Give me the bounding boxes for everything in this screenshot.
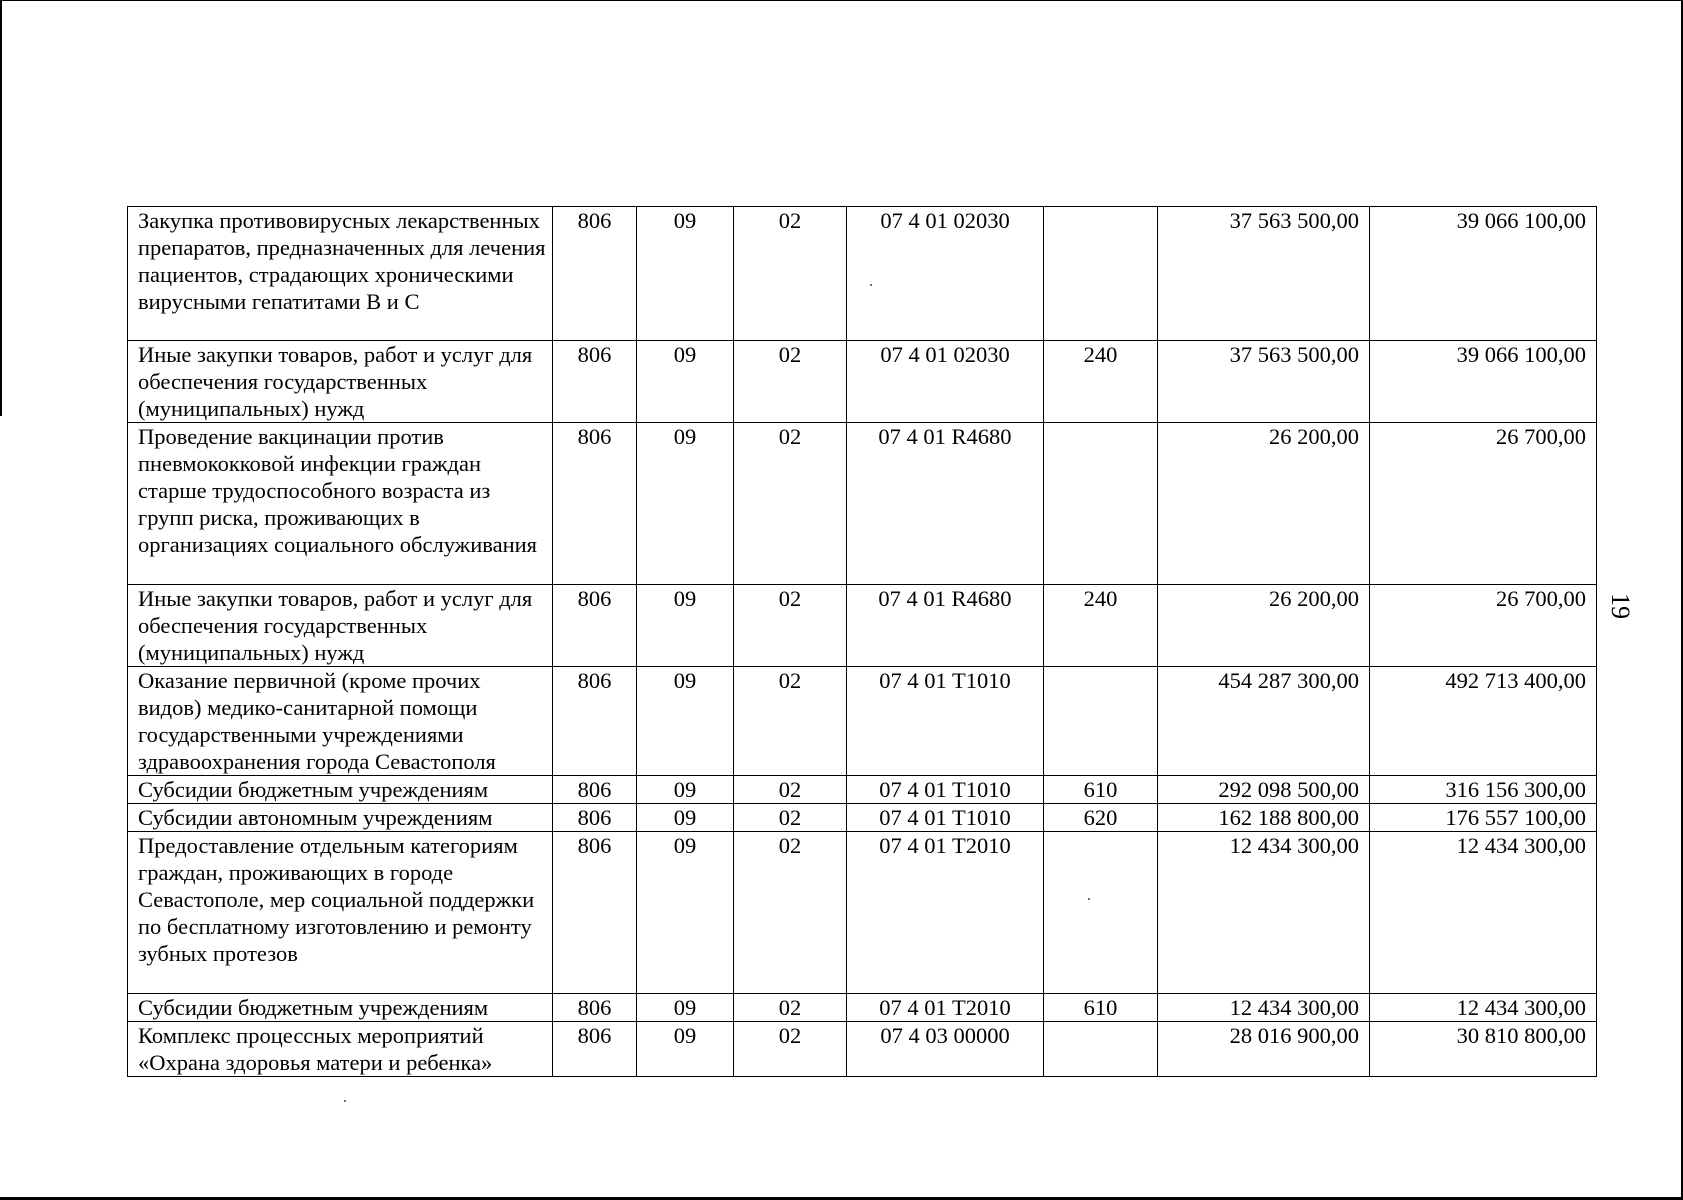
table-row xyxy=(128,804,1597,832)
scan-speck xyxy=(344,1100,346,1102)
cell-amount-year1: 12 434 300,00 xyxy=(1158,994,1370,1022)
cell-name: Предоставление отдельным категориям граждан, проживающих в городе Севастополе, мер социальной поддержки по бесплатному изготовлению и ремонту зубных протезов xyxy=(128,832,553,994)
cell-amount-year1: 26 200,00 xyxy=(1158,585,1370,667)
cell-section: 09 xyxy=(637,423,734,585)
cell-target-article: 07 4 01 T2010 xyxy=(847,994,1044,1022)
cell-expense-type: 610 xyxy=(1044,776,1158,804)
cell-amount-year1: 26 200,00 xyxy=(1158,423,1370,585)
table-body xyxy=(128,207,1597,1077)
cell-subsection: 02 xyxy=(734,832,847,994)
cell-name: Оказание первичной (кроме прочих видов) медико-санитарной помощи государственными учреждениями здравоохранения города Севастополя xyxy=(128,667,553,776)
cell-target-article: 07 4 01 R4680 xyxy=(847,423,1044,585)
cell-target-article: 07 4 03 00000 xyxy=(847,1022,1044,1077)
cell-expense-type: 240 xyxy=(1044,341,1158,423)
cell-name: Субсидии автономным учреждениям xyxy=(128,804,553,832)
page-number: 19 xyxy=(1606,593,1635,619)
cell-name: Иные закупки товаров, работ и услуг для обеспечения государственных (муниципальных) нужд xyxy=(128,585,553,667)
cell-section: 09 xyxy=(637,776,734,804)
cell-target-article: 07 4 01 R4680 xyxy=(847,585,1044,667)
cell-subsection: 02 xyxy=(734,423,847,585)
table-row xyxy=(128,994,1597,1022)
cell-name: Проведение вакцинации против пневмококковой инфекции граждан старше трудоспособного возраста из групп риска, проживающих в организациях социального обслуживания xyxy=(128,423,553,585)
cell-section: 09 xyxy=(637,207,734,341)
cell-subsection: 02 xyxy=(734,585,847,667)
cell-subsection: 02 xyxy=(734,341,847,423)
cell-subsection: 02 xyxy=(734,804,847,832)
cell-subsection: 02 xyxy=(734,1022,847,1077)
cell-name: Субсидии бюджетным учреждениям xyxy=(128,994,553,1022)
cell-expense-type xyxy=(1044,1022,1158,1077)
table-row xyxy=(128,585,1597,667)
cell-section: 09 xyxy=(637,585,734,667)
cell-grbs: 806 xyxy=(553,341,637,423)
cell-section: 09 xyxy=(637,832,734,994)
cell-amount-year2: 26 700,00 xyxy=(1370,423,1597,585)
cell-grbs: 806 xyxy=(553,667,637,776)
cell-expense-type: 610 xyxy=(1044,994,1158,1022)
cell-grbs: 806 xyxy=(553,207,637,341)
table-row xyxy=(128,776,1597,804)
cell-subsection: 02 xyxy=(734,776,847,804)
cell-subsection: 02 xyxy=(734,994,847,1022)
cell-expense-type xyxy=(1044,207,1158,341)
budget-table xyxy=(127,206,1597,1077)
cell-amount-year1: 292 098 500,00 xyxy=(1158,776,1370,804)
cell-grbs: 806 xyxy=(553,832,637,994)
cell-name: Комплекс процессных мероприятий «Охрана здоровья матери и ребенка» xyxy=(128,1022,553,1077)
scan-edge-left xyxy=(0,0,2,416)
cell-section: 09 xyxy=(637,994,734,1022)
cell-section: 09 xyxy=(637,804,734,832)
cell-target-article: 07 4 01 T2010 xyxy=(847,832,1044,994)
scan-edge-top xyxy=(0,0,1683,1)
cell-target-article: 07 4 01 T1010 xyxy=(847,776,1044,804)
cell-name: Закупка противовирусных лекарственных препаратов, предназначенных для лечения пациентов, страдающих хроническими вирусными гепатитами B и C xyxy=(128,207,553,341)
cell-amount-year2: 492 713 400,00 xyxy=(1370,667,1597,776)
cell-grbs: 806 xyxy=(553,585,637,667)
cell-target-article: 07 4 01 02030 xyxy=(847,207,1044,341)
cell-amount-year1: 37 563 500,00 xyxy=(1158,341,1370,423)
cell-subsection: 02 xyxy=(734,207,847,341)
cell-target-article: 07 4 01 T1010 xyxy=(847,804,1044,832)
cell-section: 09 xyxy=(637,1022,734,1077)
cell-name: Иные закупки товаров, работ и услуг для обеспечения государственных (муниципальных) нужд xyxy=(128,341,553,423)
cell-name: Субсидии бюджетным учреждениям xyxy=(128,776,553,804)
table-row xyxy=(128,207,1597,341)
table-row xyxy=(128,341,1597,423)
cell-grbs: 806 xyxy=(553,804,637,832)
cell-section: 09 xyxy=(637,667,734,776)
cell-grbs: 806 xyxy=(553,423,637,585)
cell-amount-year1: 454 287 300,00 xyxy=(1158,667,1370,776)
cell-amount-year2: 176 557 100,00 xyxy=(1370,804,1597,832)
cell-expense-type xyxy=(1044,832,1158,994)
cell-amount-year2: 12 434 300,00 xyxy=(1370,994,1597,1022)
table-row xyxy=(128,667,1597,776)
cell-grbs: 806 xyxy=(553,994,637,1022)
cell-expense-type xyxy=(1044,423,1158,585)
cell-amount-year2: 26 700,00 xyxy=(1370,585,1597,667)
cell-grbs: 806 xyxy=(553,1022,637,1077)
cell-target-article: 07 4 01 T1010 xyxy=(847,667,1044,776)
table-row xyxy=(128,423,1597,585)
cell-amount-year2: 316 156 300,00 xyxy=(1370,776,1597,804)
cell-subsection: 02 xyxy=(734,667,847,776)
cell-expense-type xyxy=(1044,667,1158,776)
cell-amount-year1: 162 188 800,00 xyxy=(1158,804,1370,832)
cell-amount-year2: 12 434 300,00 xyxy=(1370,832,1597,994)
cell-expense-type: 620 xyxy=(1044,804,1158,832)
table-row xyxy=(128,832,1597,994)
cell-amount-year2: 39 066 100,00 xyxy=(1370,341,1597,423)
cell-amount-year1: 12 434 300,00 xyxy=(1158,832,1370,994)
cell-amount-year2: 39 066 100,00 xyxy=(1370,207,1597,341)
cell-amount-year2: 30 810 800,00 xyxy=(1370,1022,1597,1077)
cell-grbs: 806 xyxy=(553,776,637,804)
cell-section: 09 xyxy=(637,341,734,423)
table-row xyxy=(128,1022,1597,1077)
cell-expense-type: 240 xyxy=(1044,585,1158,667)
cell-amount-year1: 28 016 900,00 xyxy=(1158,1022,1370,1077)
cell-amount-year1: 37 563 500,00 xyxy=(1158,207,1370,341)
cell-target-article: 07 4 01 02030 xyxy=(847,341,1044,423)
